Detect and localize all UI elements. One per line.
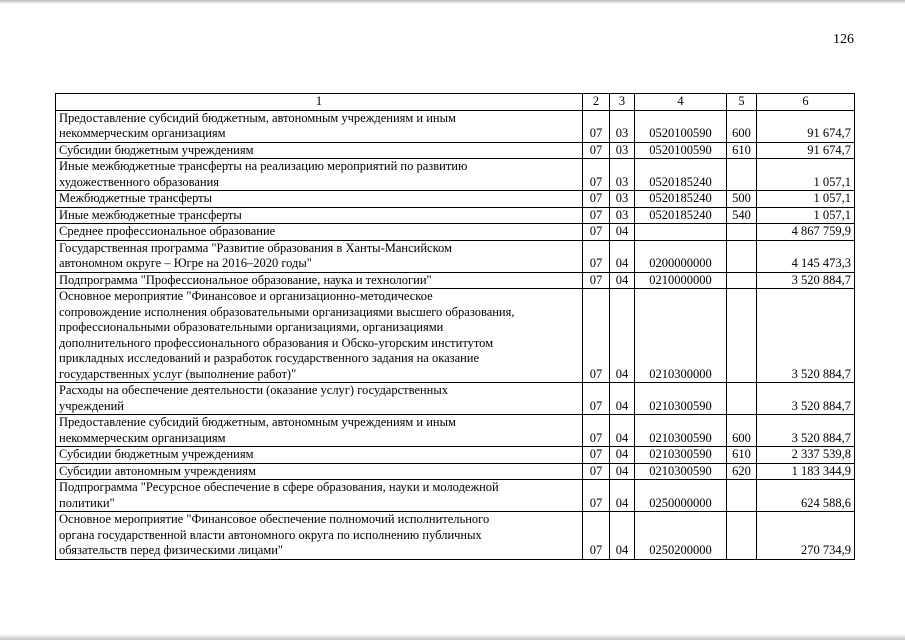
row-name-line: органа государственной власти автономного округа по исполнению публичных <box>59 527 482 542</box>
row-section-cell: 07 <box>583 142 610 159</box>
row-name-line: сопровождение исполнения образовательными организациями высшего образования, <box>59 304 515 319</box>
row-target-article-cell: 0210300590 <box>635 383 727 415</box>
row-target-article-cell: 0200000000 <box>635 240 727 272</box>
row-name-line: Государственная программа "Развитие образования в Ханты-Мансийском <box>59 240 452 255</box>
row-name-line: государственных услуг (выполнение работ)" <box>59 366 297 381</box>
row-amount-cell: 3 520 884,7 <box>757 415 855 447</box>
table-header-row <box>56 94 855 111</box>
row-name-line: художественного образования <box>59 174 220 189</box>
row-name-line: политики" <box>59 495 115 510</box>
row-name-line: Предоставление субсидий бюджетным, автономным учреждениям и иным <box>59 110 456 125</box>
row-target-article-cell: 0250200000 <box>635 512 727 560</box>
row-name-cell <box>56 289 583 383</box>
row-name-cell <box>56 191 583 208</box>
row-name-line: Подпрограмма "Профессиональное образование, наука и технологии" <box>59 272 432 287</box>
table-row <box>56 512 855 560</box>
row-target-article-cell: 0210300590 <box>635 463 727 480</box>
row-amount-cell: 270 734,9 <box>757 512 855 560</box>
row-subsection-cell: 04 <box>610 512 635 560</box>
row-amount-cell: 1 057,1 <box>757 207 855 224</box>
row-amount-cell: 4 145 473,3 <box>757 240 855 272</box>
row-name-line: Подпрограмма "Ресурсное обеспечение в сфере образования, науки и молодежной <box>59 480 499 494</box>
row-name-line: Иные межбюджетные трансферты на реализацию мероприятий по развитию <box>59 159 468 173</box>
row-subsection-cell: 04 <box>610 240 635 272</box>
row-subsection-cell: 04 <box>610 289 635 383</box>
scan-edge-top <box>0 0 905 4</box>
row-name-cell <box>56 463 583 480</box>
row-section-cell: 07 <box>583 207 610 224</box>
row-expense-type-cell: 620 <box>727 463 757 480</box>
row-name-cell <box>56 415 583 447</box>
row-subsection-cell: 04 <box>610 480 635 512</box>
row-section-cell: 07 <box>583 383 610 415</box>
header-cell-amount: 6 <box>757 94 855 111</box>
row-target-article-cell: 0210000000 <box>635 272 727 289</box>
row-expense-type-cell: 540 <box>727 207 757 224</box>
table-row <box>56 191 855 208</box>
row-target-article-cell: 0520100590 <box>635 110 727 142</box>
row-section-cell: 07 <box>583 512 610 560</box>
table-row <box>56 240 855 272</box>
row-subsection-cell: 03 <box>610 142 635 159</box>
row-name-cell <box>56 224 583 241</box>
table-row <box>56 110 855 142</box>
row-subsection-cell: 03 <box>610 207 635 224</box>
row-name-line: некоммерческим организациям <box>59 430 226 445</box>
table-row <box>56 447 855 464</box>
row-name-line: Субсидии бюджетным учреждениям <box>59 447 254 461</box>
table-row <box>56 272 855 289</box>
row-name-line: Среднее профессиональное образование <box>59 224 276 238</box>
row-subsection-cell: 03 <box>610 191 635 208</box>
row-section-cell: 07 <box>583 463 610 480</box>
row-name-line: Субсидии бюджетным учреждениям <box>59 142 254 157</box>
row-name-line: дополнительного профессионального образования и Обско-угорским институтом <box>59 335 494 350</box>
row-expense-type-cell: 610 <box>727 447 757 464</box>
row-section-cell: 07 <box>583 110 610 142</box>
scan-edge-bottom <box>0 634 905 640</box>
row-amount-cell: 1 183 344,9 <box>757 463 855 480</box>
row-name-cell <box>56 480 583 512</box>
row-amount-cell: 4 867 759,9 <box>757 224 855 241</box>
table-row <box>56 480 855 512</box>
row-section-cell: 07 <box>583 289 610 383</box>
row-name-cell <box>56 383 583 415</box>
row-expense-type-cell <box>727 159 757 191</box>
row-name-cell <box>56 110 583 142</box>
table-row <box>56 207 855 224</box>
row-name-line: Иные межбюджетные трансферты <box>59 207 242 222</box>
row-expense-type-cell <box>727 240 757 272</box>
row-name-line: обязательств перед физическими лицами" <box>59 543 284 557</box>
page-number: 126 <box>833 32 854 47</box>
row-expense-type-cell <box>727 512 757 560</box>
row-section-cell: 07 <box>583 224 610 241</box>
row-subsection-cell: 04 <box>610 463 635 480</box>
table-row <box>56 159 855 191</box>
row-target-article-cell: 0520185240 <box>635 191 727 208</box>
row-expense-type-cell <box>727 272 757 289</box>
row-amount-cell: 1 057,1 <box>757 159 855 191</box>
row-expense-type-cell <box>727 224 757 241</box>
row-name-line: учреждений <box>59 398 124 413</box>
row-amount-cell: 624 588,6 <box>757 480 855 512</box>
row-name-line: Расходы на обеспечение деятельности (оказание услуг) государственных <box>59 383 449 397</box>
row-section-cell: 07 <box>583 447 610 464</box>
row-target-article-cell: 0520100590 <box>635 142 727 159</box>
row-section-cell: 07 <box>583 415 610 447</box>
row-section-cell: 07 <box>583 480 610 512</box>
table-row <box>56 415 855 447</box>
row-name-cell <box>56 512 583 560</box>
row-name-cell <box>56 447 583 464</box>
row-expense-type-cell: 610 <box>727 142 757 159</box>
row-amount-cell: 1 057,1 <box>757 191 855 208</box>
row-subsection-cell: 03 <box>610 159 635 191</box>
row-expense-type-cell <box>727 289 757 383</box>
table-body <box>56 110 855 559</box>
row-subsection-cell: 03 <box>610 110 635 142</box>
row-name-line: Предоставление субсидий бюджетным, автономным учреждениям и иным <box>59 415 456 429</box>
row-target-article-cell: 0250000000 <box>635 480 727 512</box>
row-name-cell <box>56 240 583 272</box>
row-name-line: некоммерческим организациям <box>59 126 226 140</box>
row-subsection-cell: 04 <box>610 447 635 464</box>
row-expense-type-cell <box>727 480 757 512</box>
header-cell-expense-type: 5 <box>727 94 757 111</box>
row-target-article-cell: 0520185240 <box>635 207 727 224</box>
row-section-cell: 07 <box>583 272 610 289</box>
row-amount-cell: 3 520 884,7 <box>757 289 855 383</box>
row-amount-cell: 91 674,7 <box>757 142 855 159</box>
row-expense-type-cell: 600 <box>727 415 757 447</box>
row-subsection-cell: 04 <box>610 224 635 241</box>
table-row <box>56 224 855 241</box>
row-amount-cell: 2 337 539,8 <box>757 447 855 464</box>
row-target-article-cell: 0210300590 <box>635 447 727 464</box>
table-row <box>56 463 855 480</box>
row-name-line: Субсидии автономным учреждениям <box>59 463 256 478</box>
table-row <box>56 289 855 383</box>
row-section-cell: 07 <box>583 191 610 208</box>
header-cell-subsection: 3 <box>610 94 635 111</box>
table-row <box>56 142 855 159</box>
row-target-article-cell: 0210300000 <box>635 289 727 383</box>
header-cell-section: 2 <box>583 94 610 111</box>
row-amount-cell: 3 520 884,7 <box>757 383 855 415</box>
row-expense-type-cell: 600 <box>727 110 757 142</box>
row-target-article-cell <box>635 224 727 241</box>
row-section-cell: 07 <box>583 159 610 191</box>
row-amount-cell: 91 674,7 <box>757 110 855 142</box>
row-name-line: профессиональными образовательными организациями, организациями <box>59 320 444 334</box>
header-cell-target-article: 4 <box>635 94 727 111</box>
row-name-cell <box>56 272 583 289</box>
row-expense-type-cell <box>727 383 757 415</box>
row-name-line: Межбюджетные трансферты <box>59 191 213 205</box>
row-name-line: Основное мероприятие "Финансовое обеспечение полномочий исполнительного <box>59 512 490 526</box>
row-name-cell <box>56 159 583 191</box>
header-cell-name: 1 <box>56 94 583 111</box>
row-name-line: автономном округе – Югре на 2016–2020 годы" <box>59 256 312 270</box>
row-name-cell <box>56 142 583 159</box>
row-section-cell: 07 <box>583 240 610 272</box>
row-subsection-cell: 04 <box>610 272 635 289</box>
table-row <box>56 383 855 415</box>
row-name-line: Основное мероприятие "Финансовое и организационно-методическое <box>59 289 433 303</box>
row-subsection-cell: 04 <box>610 415 635 447</box>
row-name-cell <box>56 207 583 224</box>
row-target-article-cell: 0520185240 <box>635 159 727 191</box>
row-expense-type-cell: 500 <box>727 191 757 208</box>
row-name-line: прикладных исследований и разработок государственного задания на оказание <box>59 351 480 365</box>
row-target-article-cell: 0210300590 <box>635 415 727 447</box>
row-amount-cell: 3 520 884,7 <box>757 272 855 289</box>
budget-table <box>55 93 855 560</box>
row-subsection-cell: 04 <box>610 383 635 415</box>
